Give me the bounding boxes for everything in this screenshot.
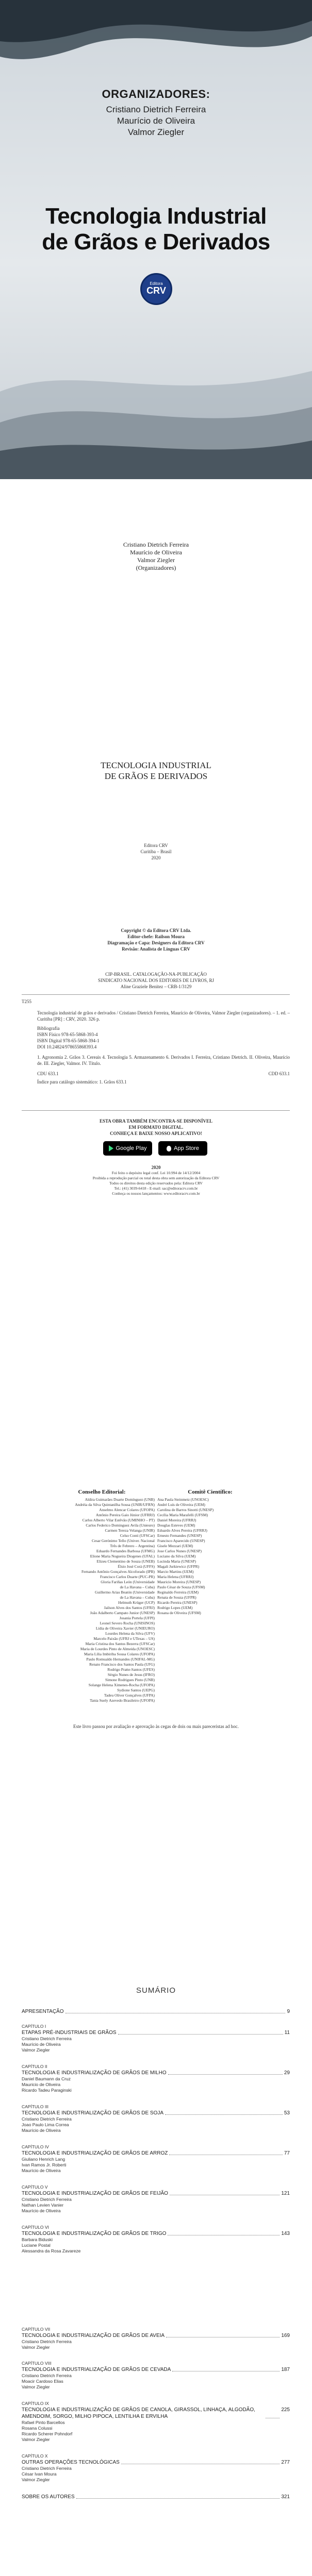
editorial-member: Lourdes Helena da Silva (UFV) [105, 1631, 155, 1636]
credits-names [0, 541, 312, 572]
scientific-committee [157, 1489, 263, 1616]
toc-title-line [22, 2230, 290, 2237]
toc-page-number: 11 [284, 2030, 290, 2036]
editorial-member: Três de Febrero – Argentina) [110, 1544, 155, 1548]
toc-title: APRESENTAÇÃO [22, 2009, 64, 2014]
scientific-member: Ana Paula Steinmetz (UNOESC) [157, 1497, 209, 1502]
scientific-member: Rosana de Oliveira (UFSM) [157, 1611, 201, 1615]
toc-leader-dots [165, 2110, 283, 2115]
editorial-member: Marcelo Paixão (UFRJ e UTexas – US) [93, 1636, 155, 1641]
title-page-imprint [0, 842, 312, 861]
editorial-member: Francisco Carlos Duarte (PUC-PR) [100, 1574, 155, 1579]
toc-page-number: 9 [287, 2009, 290, 2014]
scientific-member: Marcio Martins (UEM) [157, 1569, 194, 1574]
toc-author: Maurício de Oliveira [22, 2208, 61, 2213]
toc-title-line [22, 2150, 290, 2157]
toc-author: Nathan Levien Vanier [22, 2202, 64, 2208]
publisher-name: Editora CRV [144, 843, 168, 848]
toc-chapter-number: CAPÍTULO VII [22, 2327, 51, 2332]
toc-author: Cristiano Dietrich Ferreira [22, 2373, 72, 2378]
scientific-member: Jose Carlos Nunes (UNESP) [157, 1549, 202, 1553]
toc-author: Maurício de Oliveira [22, 2042, 61, 2047]
toc-author: Moacir Cardoso Elias [22, 2379, 63, 2384]
toc-author: Valmor Ziegler [22, 2345, 50, 2350]
scientific-member: Carolina de Barros Sinotti (UNESP) [157, 1507, 214, 1512]
scientific-member: Ricardo Pereira (UNESP) [157, 1600, 198, 1605]
toc-entry[interactable] [22, 2453, 290, 2483]
toc-author: Cristiano Dietrich Ferreira [22, 2466, 72, 2471]
toc-leader-dots [168, 2070, 283, 2075]
toc-entry[interactable] [22, 2064, 290, 2093]
cover-top-wave-graphic [0, 0, 312, 82]
editorial-member: Élsio José Corá (UFFS) [118, 1564, 155, 1569]
digital-availability: ESTA OBRA TAMBÉM ENCONTRA-SE DISPONÍVEL EM FORMATO DIGITAL. CONHEÇA E BAIXE NOSSO APLICATIVO! [99, 1118, 213, 1136]
toc-title: TECNOLOGIA E INDUSTRIALIZAÇÃO DE GRÃOS DE ARROZ [22, 2150, 168, 2156]
editorial-member: Maria Lília Imbiriba Sousa Colares (UFOPA) [84, 1652, 155, 1656]
toc-page-number: 77 [284, 2150, 290, 2156]
toc-leader-dots [76, 2494, 280, 2499]
editorial-member: Aldira Guimarães Duarte Domínguez (UNB) [85, 1497, 155, 1502]
toc-author: Valmor Ziegler [22, 2047, 50, 2053]
toc-entry[interactable] [22, 2494, 290, 2500]
copyright-credits: Copyright © da Editora CRV Ltda. Editor-chefe: Railson Moura Diagramação e Capa: Designers da Editora CRV Revisão: Analista de Línguas CRV [107, 928, 205, 952]
scientific-member: Maria Helena (UFRRJ) [157, 1574, 194, 1579]
scientific-member: Reginaldo Ferreira (UEM) [157, 1590, 199, 1595]
toc-chapter-number: CAPÍTULO III [22, 2104, 48, 2109]
cover-bottom-grain-graphic [0, 330, 312, 479]
toc-author: Rafael Pinto Barcellos [22, 2420, 65, 2425]
toc-author: Ricardo Scherer Pohndorf [22, 2431, 73, 2436]
council-page [0, 1334, 312, 1911]
toc-title: ETAPAS PRÉ-INDUSTRIAIS DE GRÃOS [22, 2030, 117, 2036]
toc-entry[interactable] [22, 2024, 290, 2053]
credit-role: (Organizadores) [136, 564, 176, 571]
editorial-member: Rodrigo Pratte-Santos (UFES) [107, 1667, 155, 1672]
editorial-member: Guillermo Arias Beatón (Universidade [94, 1590, 155, 1595]
toc-entry[interactable] [22, 2104, 290, 2133]
toc-page-number: 225 [281, 2407, 290, 2413]
editorial-member: Tania Suely Azevedo Brasileiro (UFOPA) [90, 1698, 155, 1703]
toc-leader-dots [121, 2459, 280, 2464]
peer-review-note: Este livro passou por avaliação e aprovação às cegas de dois ou mais pareceristas ad hoc. [73, 1724, 239, 1729]
toc-chapter-number: CAPÍTULO V [22, 2184, 48, 2190]
toc-author: Ivan Ramos Jr. Roberti [22, 2162, 67, 2167]
toc-chapter-number: CAPÍTULO II [22, 2064, 47, 2069]
toc-entry[interactable] [22, 2184, 290, 2214]
editorial-member: Jailson Alves dos Santos (UFRJ) [104, 1605, 155, 1610]
book-cover [0, 0, 312, 479]
toc-author: Maurício de Oliveira [22, 2128, 61, 2133]
editorial-member: Eduardo Fernandes Barbosa (UFMG) [96, 1549, 155, 1553]
toc-author: Valmor Ziegler [22, 2437, 50, 2442]
toc-chapter-number: CAPÍTULO VI [22, 2225, 49, 2230]
toc-page-number: 29 [284, 2070, 290, 2076]
editorial-member: Carlos Alberto Vilar Estêvão (UMINHO – PT) [82, 1518, 155, 1522]
scientific-member: Cecília Maria Marafelli (UFSM) [157, 1513, 208, 1517]
toc-title: TECNOLOGIA E INDUSTRIALIZAÇÃO DE GRÃOS DE CEVADA [22, 2367, 171, 2372]
toc-title: TECNOLOGIA E INDUSTRIALIZAÇÃO DE GRÃOS DE TRIGO [22, 2231, 167, 2236]
toc-author: Maurício de Oliveira [22, 2168, 61, 2173]
toc-leader-dots [172, 2366, 280, 2371]
scientific-member: Paulo César de Souza (UFSM) [157, 1585, 205, 1589]
editorial-member: Tadeu Oliver Gonçalves (UFPA) [104, 1693, 155, 1698]
editorial-council-heading: Conselho Editorial: [78, 1489, 126, 1495]
editorial-member: Paulo Romualdo Hernandes (UNIFAL-MG) [86, 1657, 155, 1662]
editorial-member: Lídia de Oliveira Xavier (UNIEURO) [95, 1626, 155, 1631]
organizers-heading: ORGANIZADORES: [102, 88, 210, 100]
scientific-committee-list [157, 1497, 263, 1616]
toc-entry[interactable] [22, 2008, 290, 2015]
catalog-record: T255 Tecnologia industrial de grãos e derivados / Cristiano Dietrich Ferreira, Maurício de Oliveira, Valmor Ziegler (organizadores). – 1. ed. – Curitiba [PR] : CRV, 2020. 326 p. Bibliografia ISBN Físico 978-65-5868-393-4 ISBN Digital 978-65-5868-394-1 DOI 10.24824/978655868393.4 1. Agronomia 2. Grãos 3. Cereais 4. Tecnologia 5. Armazenamento 6. Derivados I. Ferreira, Cristiano Dietrich. II. Oliveira, Maurício de. III. Ziegler, Valmor. IV. Título. CDU 633.1 CDD 633.1 Índice para catálogo sistemático: 1. Grãos 633.1 [22, 999, 290, 1084]
toc-title: TECNOLOGIA E INDUSTRIALIZAÇÃO DE GRÃOS DE SOJA [22, 2110, 164, 2116]
divider [22, 1110, 290, 1111]
editorial-member: Sérgio Nunes de Jesus (IFRO) [107, 1672, 155, 1677]
toc-leader-dots [170, 2190, 280, 2195]
editorial-member: Simone Rodrigues Pinto (UNB) [105, 1677, 155, 1682]
toc-chapter-number: CAPÍTULO X [22, 2453, 48, 2459]
editorial-member: Renato Francisco dos Santos Paula (UFG) [89, 1662, 155, 1667]
scientific-member: Gisele Mezzari (UEM) [157, 1544, 193, 1548]
organizer-name: Maurício de Oliveira [117, 116, 195, 126]
toc-entry[interactable] [22, 2144, 290, 2174]
editorial-member: Anselmo Alencar Colares (UFOPA) [99, 1507, 155, 1512]
google-play-badge[interactable]: Google Play [103, 1141, 152, 1156]
organizer-name: Cristiano Dietrich Ferreira [106, 105, 206, 114]
cover-title-line: Tecnologia Industrial [45, 204, 267, 229]
scientific-member: Ernesto Fernandes (UNESP) [157, 1533, 202, 1538]
toc-author: Valmor Ziegler [22, 2384, 50, 2389]
toc-entry[interactable] [22, 2401, 290, 2443]
editorial-council [49, 1489, 155, 1703]
title-page-title: TECNOLOGIA INDUSTRIAL DE GRÃOS E DERIVADOS [101, 760, 211, 781]
toc-title-line [22, 2406, 290, 2420]
credit-name: Valmor Ziegler [137, 556, 175, 564]
credits-page [0, 479, 312, 716]
toc-title: TECNOLOGIA E INDUSTRIALIZAÇÃO DE GRÃOS DE MILHO [22, 2070, 167, 2076]
editorial-member: Solange Helena Ximenes-Rocha (UFOPA) [88, 1683, 155, 1687]
publication-year: 2020 [151, 855, 161, 860]
editorial-member: Andréia da Silva Quintanilha Sousa (UNIR/UFRN) [75, 1502, 155, 1507]
catalog-text: Tecnologia industrial de grãos e derivados / Cristiano Dietrich Ferreira, Maurício de Oliveira, Valmor Ziegler (organizadores). – 1. ed. – Curitiba [PR] : CRV, 2020. 326 p. [37, 1010, 290, 1022]
toc-leader-dots [65, 2008, 286, 2013]
organizer-name: Valmor Ziegler [127, 127, 185, 137]
scientific-member: Lucinda Maria (UNESP) [157, 1559, 196, 1564]
toc-leader-dots [118, 2029, 283, 2035]
editorial-member: Antônio Pereira Gaio Júnior (UFRRJ) [95, 1513, 155, 1517]
editorial-member: Josania Portela (UFPI) [119, 1616, 155, 1620]
toc-title-line [22, 2070, 290, 2076]
toc-author: Valmor Ziegler [22, 2477, 50, 2482]
toc-author: Cristiano Dietrich Ferreira [22, 2036, 72, 2041]
editorial-member: Sydione Santos (UEPG) [117, 1688, 155, 1692]
summary-title: SUMÁRIO [136, 1986, 176, 1995]
title-page [0, 716, 312, 912]
toc-author: Rosana Colussi [22, 2426, 53, 2431]
scientific-member: Luciano da Silva (UEM) [157, 1554, 196, 1558]
editorial-member: Carmen Tereza Velanga (UNIR) [105, 1528, 155, 1533]
toc-author: Joao Paulo Lima Correa [22, 2122, 69, 2127]
cip-heading: CIP-BRASIL. CATALOGAÇÃO-NA-PUBLICAÇÃO SINDICATO NACIONAL DOS EDITORES DE LIVROS, RJ Aline Graziele Benitez – CRB-1/3129 [97, 972, 215, 989]
toc-author: Cristiano Dietrich Ferreira [22, 2339, 72, 2344]
toc-title-line [22, 2459, 290, 2466]
toc-leader-dots [166, 2332, 280, 2337]
toc-page-number: 53 [284, 2110, 290, 2116]
editorial-member: Maria Cristina dos Santos Bezerra (UFSCar) [85, 1641, 155, 1646]
cover-title-line: de Grãos e Derivados [42, 229, 270, 255]
toc-page-number: 121 [281, 2191, 290, 2196]
scientific-member: Magali Jurkiewicz (UFPR) [157, 1564, 200, 1569]
toc-chapter-number: CAPÍTULO IV [22, 2144, 49, 2149]
editorial-member: Helmuth Krüger (UCP) [118, 1600, 155, 1605]
editorial-member: Elione Maria Nogueira Diogenes (UFAL) [90, 1554, 155, 1558]
scientific-member: Daniel Moreira (UFRRJ) [157, 1518, 196, 1522]
toc-page-number: 143 [281, 2231, 290, 2236]
credit-name: Cristiano Dietrich Ferreira [123, 541, 189, 548]
toc-title-line [22, 2008, 290, 2015]
toc-title: OUTRAS OPERAÇÕES TECNOLÓGICAS [22, 2460, 120, 2465]
credit-name: Maurício de Oliveira [130, 549, 182, 556]
scientific-committee-heading: Comitê Científico: [188, 1489, 233, 1495]
toc-page-number: 187 [281, 2367, 290, 2372]
toc-page-number: 277 [281, 2460, 290, 2465]
scientific-member: Eduardo Alves Pereira (UFRRJ) [157, 1528, 207, 1533]
toc-leader-dots [168, 2230, 280, 2235]
scientific-member: Francisco Aparecido (UNESP) [157, 1538, 205, 1543]
editorial-member: de La Havana – Cuba) [120, 1585, 155, 1589]
toc-title: TECNOLOGIA E INDUSTRIALIZAÇÃO DE GRÃOS DE FEIJÃO [22, 2191, 168, 2196]
toc-author: Daniel Baumann da Cruz [22, 2076, 71, 2081]
toc-title-line [22, 2190, 290, 2197]
toc-author: Barbara Biduski [22, 2237, 53, 2242]
editorial-member: Maria de Lourdes Pinto de Almeida (UNOESC) [80, 1647, 155, 1651]
toc-title-line [22, 2332, 290, 2339]
editorial-member: Celso Conti (UFSCar) [120, 1533, 155, 1538]
editorial-member: Carlos Federico Dominguez Avila (Unieuro) [86, 1523, 155, 1528]
toc-author: Luciane Postal [22, 2243, 51, 2248]
toc-author: Cristiano Dietrich Ferreira [22, 2116, 72, 2122]
toc-page-number: 321 [281, 2494, 290, 2500]
toc-entry[interactable] [22, 2327, 290, 2350]
editorial-member: Gloria Fariñas León (Universidade [101, 1580, 155, 1584]
publisher-city: Curitiba – Brasil [140, 849, 172, 854]
editorial-member: de La Havana – Cuba) [120, 1595, 155, 1600]
toc-page-number: 169 [281, 2333, 290, 2338]
organizers-list [0, 104, 312, 138]
toc-title: TECNOLOGIA E INDUSTRIALIZAÇÃO DE GRÃOS DE AVEIA [22, 2333, 165, 2338]
summary-page [0, 1911, 312, 2576]
divider [22, 994, 290, 995]
toc-title-line [22, 2366, 290, 2373]
toc-leader-dots [169, 2150, 282, 2155]
scientific-member: Mauricio Moreira (UNESP) [157, 1580, 201, 1584]
editorial-council-list [49, 1497, 155, 1703]
scientific-member: Rodrigo Lopes (UEM) [157, 1605, 193, 1610]
editorial-member: Cesar Gerónimo Tello (Univer. Nacional [91, 1538, 155, 1543]
editorial-member: Leonel Severo Rocha (UNISINOS) [100, 1621, 155, 1625]
editorial-member: Elizeu Clementino de Souza (UNEB) [96, 1559, 155, 1564]
app-store-badges [103, 1141, 207, 1156]
editorial-member: Fernando Antônio Gonçalves Alcoforado (IPB) [81, 1569, 155, 1574]
toc-author: Cristiano Dietrich Ferreira [22, 2197, 72, 2202]
toc-title-line [22, 2494, 290, 2500]
scientific-member: Douglas Esteves (UEM) [157, 1523, 195, 1528]
toc-title: SOBRE OS AUTORES [22, 2494, 75, 2500]
cover-title [0, 204, 312, 255]
catalog-code: T255 [22, 999, 31, 1004]
toc-title-line [22, 2029, 290, 2036]
toc-chapter-number: CAPÍTULO IX [22, 2401, 49, 2406]
toc-entry[interactable] [22, 2361, 290, 2390]
play-triangle-icon [109, 1145, 113, 1151]
scientific-member: André Luís de Oliveira (UEM) [157, 1502, 205, 1507]
editorial-member: João Adalberto Campato Junior (UNESP) [90, 1611, 155, 1615]
toc-author: Ricardo Tadeu Paraginski [22, 2088, 72, 2093]
toc-author: Alessandra da Rosa Zavareze [22, 2248, 81, 2253]
legal-notices: 2020 Foi feito o depósito legal conf. Lei 10.994 de 14/12/2004 Proibida a reprodução parcial ou total desta obra sem autorização da Editora CRV Todos os direitos desta edição reservados pela: Editora CRV Tel.: (41) 3039-6418 - E-mail: sac@editoracrv.com.br Conheça os nossos lançamentos: www.editoracrv.com.br [92, 1165, 220, 1196]
toc-entry[interactable] [22, 2225, 290, 2254]
toc-chapter-number: CAPÍTULO VIII [22, 2361, 52, 2366]
toc-leader-dots [266, 2406, 280, 2418]
toc-title: TECNOLOGIA E INDUSTRIALIZAÇÃO DE GRÃOS DE CANOLA, GIRASSOL, LINHAÇA, ALGODÃO, AMENDOIM, SORGO, MILHO PIPOCA, LENTILHA E ERVILHA [22, 2407, 255, 2419]
toc-author: César Ivan Moura [22, 2471, 57, 2477]
toc-title-line [22, 2110, 290, 2116]
scientific-member: Renata de Souza (UFPR) [157, 1595, 196, 1600]
apple-icon [167, 1146, 171, 1151]
toc-chapter-number: CAPÍTULO I [22, 2024, 46, 2029]
copyright-page [0, 912, 312, 1334]
app-store-badge[interactable]: App Store [158, 1141, 207, 1156]
toc-author: Giuliano Henrich Lang [22, 2157, 65, 2162]
publisher-seal-logo: Editora CRV [140, 273, 172, 305]
toc-author: Mauricio de Oliveira [22, 2082, 61, 2087]
